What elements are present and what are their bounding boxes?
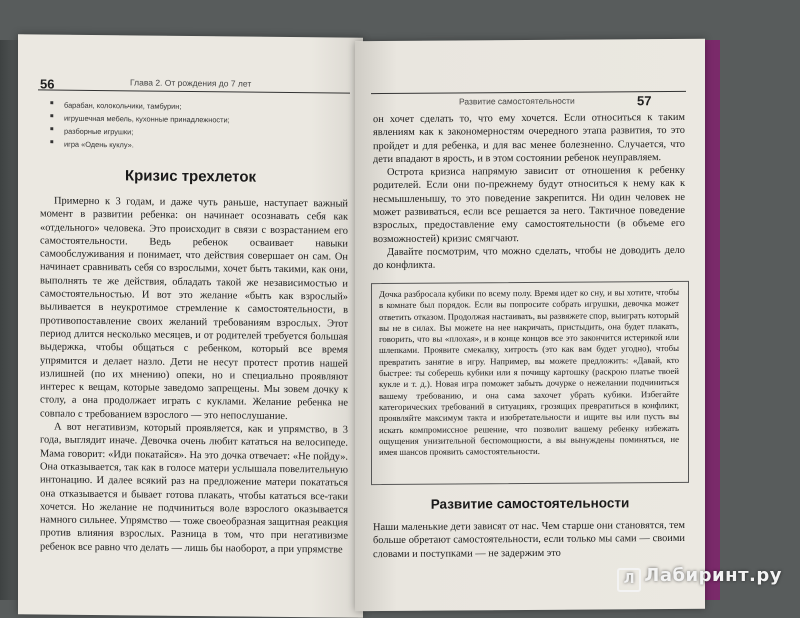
body-text [373,111,685,273]
list-item: ■ игра «Одень куклу». [50,140,340,152]
section-heading: Развитие самостоятельности [430,495,630,512]
bullet-list [50,101,340,156]
paragraph: Давайте посмотрим, что можно сделать, чтобы не доводить дело до конфликта. [373,244,685,272]
section-heading: Кризис трехлеток [124,167,256,186]
running-header: Глава 2. От рождения до 7 лет [130,77,252,89]
header-rule [38,89,350,93]
list-item: ■ барабан, колокольчики, тамбурин; [50,101,340,113]
running-header: Развитие самостоятельности [459,95,575,107]
paragraph: А вот негативизм, который проявляется, как и упрямство, в 3 года, выглядит иначе. Девочка очень любит кататься на велосипеде. Мама говорит: «Иди покатайся». На это дочка отвечает: «Не пойду». Она отказывается, так как в голосе матери услышала повелительную интонацию. И далее всякий раз на предложение матери покататься она отказывается и бывает готова плакать, чтобы кататься все-таки хочется. Но желание не подчиниться воле взрослого оказывается намного сильнее. Упрямство — тоже своеобразная защитная реакция против влияния взрослых. Разница в том, что при негативизме ребенок все равно что делать — лишь бы наоборот, а при упрямстве [40,421,348,556]
body-text [373,519,685,561]
page-number: 56 [40,76,55,92]
watermark-logo [617,565,782,592]
paragraph: Примерно к 3 годам, и даже чуть раньше, наступает важный момент в развитии ребенка: он начинает осознавать себя как «отдельного» человека. Это происходит в связи с возрастанием его самостоятельности. Ведь ребенок осваивает навыки самообслуживания и понимает, что действия совершает он сам. Он начинает сравнивать себя со взрослыми, хочет быть такими, как они, выполнять те же действия, обладать такой же независимостью и самостоятельностью. И вот это желание «быть как взрослый» выливается в неукротимое стремление к самостоятельности, в противопоставление своих желаний требованиям взрослых. Этот период длится несколько месяцев, и от родителей требуется большая выдержка, чтобы общаться с ребенком, который все время упрямится и делает назло. Дети не несут протест против нашей излишней (по их мнению) опеки, но и специально проявляют интерес к вещам, которые заведомо запрещены. Мы зовем дочку к столу, а она продолжает играть с куклами. Желание ребенка не совпало с требованием взрослого — это непослушание. [40,195,348,422]
watermark-text: Лабиринт.ру [644,565,782,586]
example-box-text: Дочка разбросала кубики по всему полу. Время идет ко сну, и вы хотите, чтобы в комнате был порядок. Если вы попросите собрать игрушки, девочка может ответить отказом. Продолжая настаивать, вы развяжете спор, выиграть который вы не в силах. Вы можете на нее накричать, пристыдить, она будет плакать, говорить, что вы «плохая», и в конце концов все это закончится истерикой или шлепками. Проявите смекалку, хитрость (это как вам будет угодно), чтобы превратить занятие в игру. Например, вы можете предложить: «Давай, кто быстрее: ты соберешь кубики или я почищу картошку (раскрою платье твоей кукле и т. д.). Новая игра поможет забыть дочурке о нежелании подчиниться вашему требованию, и она сама захочет убрать кубики. Избегайте категорических требований в ситуациях, грозящих превратиться в конфликт, проявляйте максимум такта и изобретательности и ищите вы или пусть вы искать компромиссное решение, что позволит вашему ребенку избежать ощущения унизительной беспомощности, а вы вынуждены поминяться, не имея шансов проявить самостоятельности. [379,286,679,458]
list-item: ■ игрушечная мебель, кухонные принадлежности; [50,114,340,126]
right-page [355,39,705,611]
paragraph: он хочет сделать то, что ему хочется. Если относиться к таким явлениям как к закономерностям очередного этапа развития, то это пройдет и для ребенка, и для вас менее болезненно. Случается, что дети впадают в ярость, и в этом состоянии ребенок неуправляем. [373,111,685,165]
list-item: ■ разборные игрушки; [50,127,340,139]
body-text [40,194,348,556]
page-number: 57 [637,93,652,109]
paragraph: Наши маленькие дети зависят от нас. Чем старше они становятся, тем больше обретают самостоятельности, если только мы сами — своими словами и поступками — не задержим это [373,519,685,560]
left-page [18,34,363,618]
paragraph: Острота кризиса напрямую зависит от отношения к ребенку родителей. Если они по-прежнему будут относиться к нему как к несмышленышу, то это поведение закрепится. Ни один человек не может развиваться, если все решается за него. Тактичное поведение взрослых, предоставление ему самостоятельности (в объеме его возможностей) кризис смягчают. [373,165,685,245]
labirint-logo-icon: Л [617,568,641,592]
